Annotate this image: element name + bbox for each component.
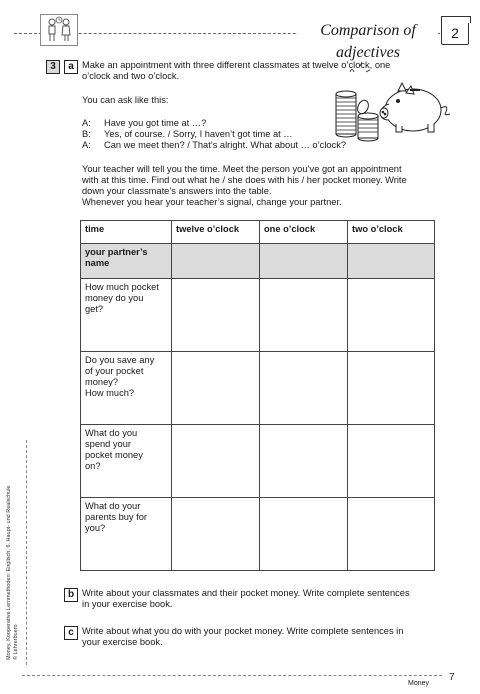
instruction-line: Your teacher will tell you the time. Meet the person you’ve got an appointment xyxy=(82,164,402,174)
worksheet-title: Comparison of adjectives xyxy=(298,20,438,42)
page-number: 7 xyxy=(449,672,455,683)
row-label xyxy=(81,244,172,279)
dialogue-text: Yes, of course. / Sorry, I haven’t got time at … xyxy=(104,129,293,139)
answer-cell[interactable] xyxy=(260,244,348,279)
part-c-line: your exercise book. xyxy=(82,637,163,647)
people-clock-icon xyxy=(40,14,78,46)
row-label-line: How much pocket xyxy=(85,282,159,292)
intro-line-2: o’clock and two o’clock. xyxy=(82,71,180,81)
row-label-line: pocket money xyxy=(85,450,143,460)
answer-cell[interactable] xyxy=(172,498,260,571)
footer-section-label: Money xyxy=(408,680,430,687)
exercise-number: 3 xyxy=(46,60,60,74)
row-label-line: of your pocket xyxy=(85,366,144,376)
row-label-line: you? xyxy=(85,523,106,533)
part-a-instructions xyxy=(82,164,407,208)
part-b-line: in your exercise book. xyxy=(82,599,173,609)
answer-cell[interactable] xyxy=(172,244,260,279)
part-c-line: Write about what you do with your pocket money. Write complete sentences in xyxy=(82,626,404,636)
side-copyright xyxy=(6,486,19,660)
answer-cell[interactable] xyxy=(348,279,435,352)
table-row xyxy=(81,352,435,425)
table-row xyxy=(81,279,435,352)
row-label-line: spend your xyxy=(85,439,131,449)
row-label-line: parents buy for xyxy=(85,512,148,522)
table-row xyxy=(81,425,435,498)
row-label-line: What do you xyxy=(85,428,138,438)
part-c-label: c xyxy=(64,626,78,640)
row-label xyxy=(81,498,172,571)
answer-cell[interactable] xyxy=(260,498,348,571)
side-divider xyxy=(26,440,27,665)
answer-cell[interactable] xyxy=(348,498,435,571)
column-header: two o’clock xyxy=(348,221,435,244)
unit-badge xyxy=(441,21,469,45)
instruction-line: with at this time. Find out what he / she does with his / her pocket money. Write xyxy=(82,175,407,185)
answer-cell[interactable] xyxy=(172,352,260,425)
answer-cell[interactable] xyxy=(172,425,260,498)
table-header-row xyxy=(81,221,435,244)
instruction-line: Whenever you hear your teacher’s signal, change your partner. xyxy=(82,197,342,207)
speaker: A: xyxy=(82,140,91,150)
answer-cell[interactable] xyxy=(260,279,348,352)
intro-line-1: Make an appointment with three different classmates at twelve o’clock, one xyxy=(82,60,391,70)
part-a-label: a xyxy=(64,60,78,74)
answer-cell[interactable] xyxy=(172,279,260,352)
part-c-text xyxy=(82,626,403,648)
answer-cell[interactable] xyxy=(260,425,348,498)
table-row xyxy=(81,498,435,571)
row-label-line: How much? xyxy=(85,388,135,398)
column-header: twelve o’clock xyxy=(172,221,260,244)
dialogue-line xyxy=(82,129,293,140)
part-b-line: Write about your classmates and their pocket money. Write complete sentences xyxy=(82,588,410,598)
row-label-line: on? xyxy=(85,461,101,471)
dialogue-text: Can we meet then? / That’s alright. What about … o’clock? xyxy=(104,140,347,150)
answer-cell[interactable] xyxy=(260,352,348,425)
dialogue-text: Have you got time at …? xyxy=(104,118,207,128)
column-header: time xyxy=(81,221,172,244)
row-label-line: What do your xyxy=(85,501,141,511)
part-b-text xyxy=(82,588,410,610)
unit-badge-number: 2 xyxy=(451,25,459,41)
row-label-line: name xyxy=(85,258,110,268)
speaker: B: xyxy=(82,129,91,139)
instruction-line: down your classmate’s answers into the table. xyxy=(82,186,272,196)
speaker: A: xyxy=(82,118,91,128)
column-header: one o’clock xyxy=(260,221,348,244)
dialogue-line xyxy=(82,140,346,151)
piggy-bank-coins-illustration xyxy=(328,60,460,142)
row-label xyxy=(81,425,172,498)
side-copyright-line: Money, Kooperative Lernmethoden: Englisch, 6. Haupt- und Realschule xyxy=(6,485,12,660)
part-b-label: b xyxy=(64,588,78,602)
appointments-table xyxy=(80,220,435,571)
row-label-line: Do you save any xyxy=(85,355,155,365)
answer-cell[interactable] xyxy=(348,425,435,498)
answer-cell[interactable] xyxy=(348,244,435,279)
table-row xyxy=(81,244,435,279)
row-label-line: your partner’s xyxy=(85,247,148,257)
ask-prompt: You can ask like this: xyxy=(82,95,169,105)
row-label-line: money? xyxy=(85,377,119,387)
row-label-line: money do you xyxy=(85,293,144,303)
side-copyright-line: © Lehrerbuero xyxy=(12,624,19,660)
footer-divider xyxy=(22,675,442,676)
row-label xyxy=(81,352,172,425)
row-label-line: get? xyxy=(85,304,104,314)
answer-cell[interactable] xyxy=(348,352,435,425)
dialogue-line xyxy=(82,118,206,129)
row-label xyxy=(81,279,172,352)
